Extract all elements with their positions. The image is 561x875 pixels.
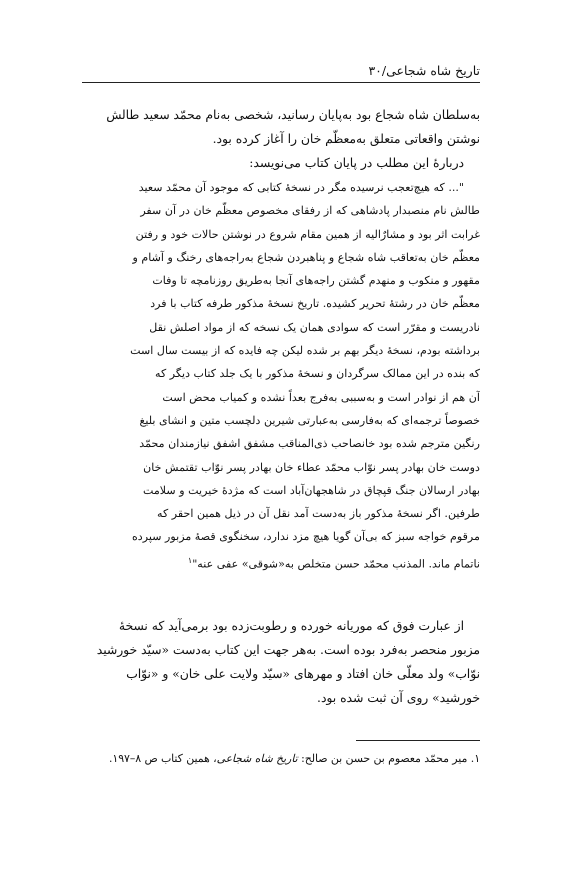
text-line: خورشید» روی آن ثبت شده بود. [317, 691, 480, 705]
text-line: نوشتن واقعاتی متعلق به‌معظّم خان را آغاز کرده بود. [212, 132, 480, 146]
footnote-marker: ۱ [187, 555, 193, 565]
running-header [82, 63, 480, 78]
footnote-title: تاریخ شاه شجاعی [216, 752, 298, 765]
paragraph-2 [82, 151, 480, 175]
text-line: از عبارت فوق که موریانه خورده و رطوبت‌زده بود برمی‌آید که نسخۀ [118, 619, 464, 633]
text-line: به‌سلطان شاه شجاع بود به‌پایان رسانید، شخصی به‌نام محمّد سعید طالش [106, 108, 480, 122]
paragraph-1 [82, 103, 480, 151]
footnote-number: ۱. [470, 752, 480, 765]
quote-line: که بنده در این ممالک سرگردان و نسخۀ مذکور با یک جلد کتاب دیگر که [155, 367, 480, 381]
quote-line: دوست خان بهادر پسر نوّاب محمّد عطاء خان بهادر پسر نوّاب تقتمش خان [143, 460, 480, 474]
quote-line: آن هم از نوادر است و به‌سببی به‌فرج بعداً نشده و کمیاب محض است [162, 390, 480, 404]
header-rule [82, 82, 480, 83]
quote-line: "... که هیچ‌تعجب نرسیده مگر در نسخۀ کتابی که موجود آن محمّد سعید [138, 181, 464, 194]
text-line: مزبور منحصر به‌فرد بوده است. به‌هر جهت این کتاب به‌دست «سیّد خورشید [96, 643, 480, 657]
quote-line: رنگین مترجم شده بود خانصاحب ذی‌المناقب مشفق اشفق نیازمندان محمّد [139, 437, 480, 451]
footnote-author: میر محمّد معصوم بن حسن بن صالح: [297, 752, 468, 765]
text-line: نوّاب» ولد معلّی خان افتاد و مهرهای «سیّد ولایت علی خان» و «نوّاب [126, 667, 480, 681]
footnote-reference: ، همین کتاب ص ۸–۱۹۷. [108, 752, 217, 765]
footnote-rule [356, 740, 480, 741]
quote-line: خصوصاً ترجمه‌ای که به‌فارسی به‌عبارتی شیرین دلچسب متین و انشای بلیغ [139, 413, 480, 427]
quote-line: معظّم خان به‌تعاقب شاه شجاع و پناهبردن شجاع به‌راجه‌های رخنگ و آشام و [132, 250, 480, 264]
quote-line: معظّم خان در رشتۀ تحریر کشیده. تاریخ نسخۀ مذکور طرفه کتاب با فرد [150, 297, 480, 311]
quote-line: مرقوم خواجه سبز که بی‌آن گویا هیچ مزد ندارد، سخنگوی قصۀ مزبور سپرده [131, 530, 480, 544]
running-title: تاریخ شاه شجاعی/۳۰ [368, 63, 480, 78]
quotation [82, 176, 480, 572]
quote-line-last [82, 549, 480, 572]
quote-line: برداشته بودم، نسخۀ دیگر بهم بر شده لیکن چه فایده که از بیست سال است [130, 344, 480, 358]
quote-line: طرفین. اگر نسخۀ مذکور باز به‌دست آمد نقل آن در ذیل همین احقر که [157, 507, 480, 521]
quote-line: غرابت اثر بود و مشارٌالیه از همین مقام شروع در نوشتن حالات خود و رفتن [135, 227, 480, 241]
quote-line: بهادر ارسالان جنگ قپچاق در شاهجهان‌آباد است که مژدۀ خیریت و سلامت [142, 483, 480, 497]
footnote [82, 752, 480, 765]
quote-line: مقهور و منکوب و منهدم گشتن راجه‌های آنجا به‌طریق روزنامچه تا وفات [152, 274, 480, 288]
quote-line: نادریست و مقرّر است که سوادی همان یک نسخه که از مواد اصلش نقل [149, 320, 480, 334]
quote-text: ناتمام ماند. المذنب محمّد حسن متخلص به«شوقی» عفی عنه" [192, 557, 480, 571]
paragraph-3 [82, 614, 480, 710]
text-line: دربارۀ این مطلب در پایان کتاب می‌نویسد: [249, 156, 464, 170]
quote-line: طالش نام منصبدار پادشاهی که از رفقای مخصوص معظّم خان در آن سفر [140, 204, 480, 218]
